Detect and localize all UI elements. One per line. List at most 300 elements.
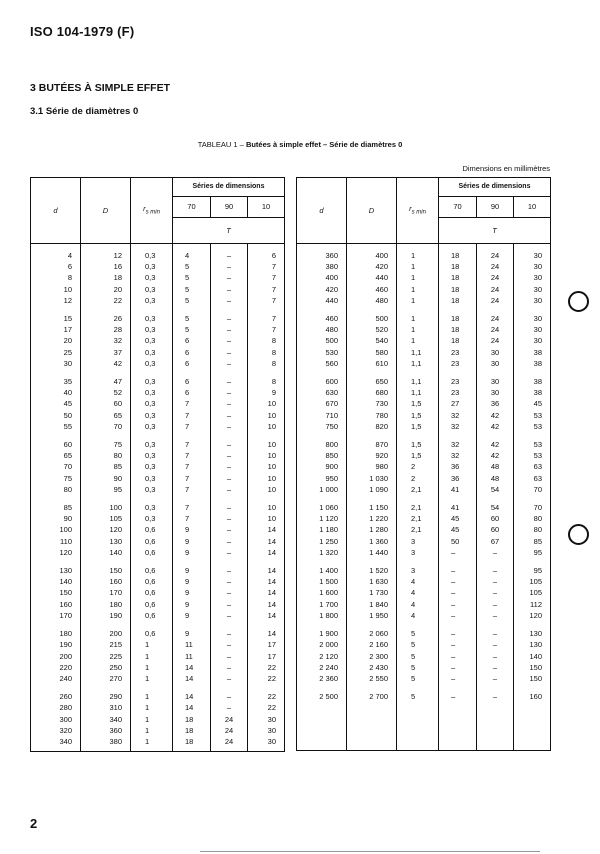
table-cell: 41 bbox=[439, 495, 477, 513]
table-cell: 38 bbox=[514, 387, 551, 398]
table-row bbox=[297, 358, 551, 369]
table-cell: 1,5 bbox=[397, 421, 439, 432]
table-cell: 18 bbox=[439, 335, 477, 346]
table-cell: 18 bbox=[439, 306, 477, 324]
table-cell: 0,3 bbox=[131, 306, 173, 324]
table-cell: 650 bbox=[347, 369, 397, 387]
table-cell: 14 bbox=[248, 621, 285, 639]
table-cell: 140 bbox=[31, 576, 81, 587]
table-cell: – bbox=[211, 513, 248, 524]
table-cell: 0,3 bbox=[131, 284, 173, 295]
table-cell: – bbox=[477, 599, 514, 610]
table-cell: 41 bbox=[439, 484, 477, 495]
table-cell: 26 bbox=[81, 306, 131, 324]
table-cell: 24 bbox=[211, 736, 248, 752]
table-cell: 7 bbox=[248, 284, 285, 295]
table-cell: 1 440 bbox=[347, 547, 397, 558]
table-cell: – bbox=[211, 421, 248, 432]
table-cell: 1 250 bbox=[297, 536, 347, 547]
table-cell: 150 bbox=[81, 558, 131, 576]
table-cell: 27 bbox=[439, 398, 477, 409]
table-row bbox=[31, 621, 285, 639]
table-cell: 10 bbox=[248, 461, 285, 472]
table-cell: 30 bbox=[248, 736, 285, 752]
table-row bbox=[297, 284, 551, 295]
table-row bbox=[297, 387, 551, 398]
table-cell: 1 bbox=[131, 651, 173, 662]
table-cell: 4 bbox=[397, 599, 439, 610]
table-cell: 50 bbox=[31, 410, 81, 421]
table-cell: 5 bbox=[173, 295, 211, 306]
table-cell: 2 bbox=[397, 461, 439, 472]
table-cell: 1 950 bbox=[347, 610, 397, 621]
table-cell: 30 bbox=[514, 306, 551, 324]
table-cell: 780 bbox=[347, 410, 397, 421]
table-cell: 130 bbox=[81, 536, 131, 547]
table-cell: 18 bbox=[439, 244, 477, 262]
table-cell: 20 bbox=[31, 335, 81, 346]
table-cell: 70 bbox=[31, 461, 81, 472]
table-cell: 30 bbox=[514, 244, 551, 262]
table-cell: 32 bbox=[439, 410, 477, 421]
table-row bbox=[297, 484, 551, 495]
table-cell: 0,6 bbox=[131, 621, 173, 639]
table-cell: – bbox=[439, 621, 477, 639]
table-cell: 6 bbox=[31, 261, 81, 272]
table-cell: 1 bbox=[131, 662, 173, 673]
table-cell: – bbox=[439, 662, 477, 673]
table-cell: – bbox=[211, 306, 248, 324]
table-cell: – bbox=[211, 398, 248, 409]
table-cell: 5 bbox=[173, 261, 211, 272]
table-cell: 14 bbox=[248, 599, 285, 610]
table-cell: 18 bbox=[439, 261, 477, 272]
table-row bbox=[297, 369, 551, 387]
table-row bbox=[31, 702, 285, 713]
table-cell: 42 bbox=[477, 450, 514, 461]
table-row bbox=[31, 473, 285, 484]
table-row bbox=[297, 432, 551, 450]
table-cell: 10 bbox=[248, 450, 285, 461]
table-cell: 8 bbox=[248, 347, 285, 358]
table-cell: 90 bbox=[81, 473, 131, 484]
table-cell: 1 bbox=[397, 284, 439, 295]
table-cell: 0,6 bbox=[131, 599, 173, 610]
table-cell: 6 bbox=[248, 244, 285, 262]
table-cell: 54 bbox=[477, 484, 514, 495]
table-cell: 1 bbox=[397, 335, 439, 346]
table-cell: 260 bbox=[31, 684, 81, 702]
table-cell: 5 bbox=[397, 673, 439, 684]
table-cell: – bbox=[439, 673, 477, 684]
table-cell: 3 bbox=[397, 536, 439, 547]
table-cell: 1 bbox=[397, 272, 439, 283]
table-cell: 0,6 bbox=[131, 558, 173, 576]
table-cell: – bbox=[211, 536, 248, 547]
series-90: 90 bbox=[211, 197, 248, 218]
table-cell: 380 bbox=[81, 736, 131, 752]
table-cell: 24 bbox=[477, 335, 514, 346]
table-cell: 1 000 bbox=[297, 484, 347, 495]
table-cell: 1 150 bbox=[347, 495, 397, 513]
table-cell: – bbox=[439, 558, 477, 576]
table-cell: 2 060 bbox=[347, 621, 397, 639]
table-cell: 1 180 bbox=[297, 524, 347, 535]
table-cell: – bbox=[211, 261, 248, 272]
table-row bbox=[31, 639, 285, 650]
table-cell: 18 bbox=[173, 714, 211, 725]
table-cell: 17 bbox=[248, 639, 285, 650]
table-cell: 520 bbox=[347, 324, 397, 335]
table-cell: 23 bbox=[439, 387, 477, 398]
table-row bbox=[31, 306, 285, 324]
table-row bbox=[31, 369, 285, 387]
table-cell: 112 bbox=[514, 599, 551, 610]
table-cell: 3 bbox=[397, 547, 439, 558]
table-row bbox=[31, 599, 285, 610]
table-row bbox=[31, 335, 285, 346]
table-cell: – bbox=[211, 450, 248, 461]
table-cell: 7 bbox=[248, 272, 285, 283]
table-cell: 870 bbox=[347, 432, 397, 450]
table-cell: – bbox=[211, 387, 248, 398]
table-cell: 0,3 bbox=[131, 244, 173, 262]
table-cell: 7 bbox=[248, 306, 285, 324]
table-cell: 440 bbox=[297, 295, 347, 306]
table-cell: 105 bbox=[514, 587, 551, 598]
table-row bbox=[31, 684, 285, 702]
table-row bbox=[297, 673, 551, 684]
table-cell: 12 bbox=[31, 295, 81, 306]
table-cell: 2,1 bbox=[397, 524, 439, 535]
table-cell: 240 bbox=[31, 673, 81, 684]
table-cell: 4 bbox=[397, 576, 439, 587]
table-cell: 70 bbox=[81, 421, 131, 432]
table-cell: 0,3 bbox=[131, 324, 173, 335]
table-cell: 38 bbox=[514, 369, 551, 387]
table-cell bbox=[347, 706, 397, 751]
table-cell: 42 bbox=[477, 410, 514, 421]
table-row bbox=[31, 410, 285, 421]
table-cell: 30 bbox=[514, 295, 551, 306]
table-cell: 30 bbox=[514, 261, 551, 272]
table-cell: 1,5 bbox=[397, 450, 439, 461]
table-row bbox=[31, 714, 285, 725]
table-cell: – bbox=[211, 495, 248, 513]
table-row bbox=[297, 335, 551, 346]
table-cell: 100 bbox=[31, 524, 81, 535]
table-cell: 1 bbox=[131, 639, 173, 650]
table-cell: 1,1 bbox=[397, 347, 439, 358]
table-cell: 250 bbox=[81, 662, 131, 673]
table-cell: 53 bbox=[514, 410, 551, 421]
table-cell: 24 bbox=[477, 324, 514, 335]
table-cell: 24 bbox=[477, 261, 514, 272]
table-left bbox=[30, 177, 285, 752]
table-cell: 1 bbox=[131, 673, 173, 684]
units-note: Dimensions en millimètres bbox=[462, 164, 550, 173]
table-cell: 1 bbox=[397, 244, 439, 262]
table-cell: 5 bbox=[173, 306, 211, 324]
table-cell: – bbox=[211, 558, 248, 576]
table-cell: 0,3 bbox=[131, 347, 173, 358]
table-cell: 2 430 bbox=[347, 662, 397, 673]
table-cell: 0,3 bbox=[131, 432, 173, 450]
table-cell: 11 bbox=[173, 651, 211, 662]
table-cell: 38 bbox=[514, 347, 551, 358]
table-cell: 540 bbox=[347, 335, 397, 346]
table-cell: 180 bbox=[31, 621, 81, 639]
table-cell: – bbox=[211, 473, 248, 484]
table-cell: 120 bbox=[81, 524, 131, 535]
table-cell: 1 bbox=[131, 702, 173, 713]
header-d: d bbox=[31, 178, 81, 244]
table-cell: 32 bbox=[439, 450, 477, 461]
table-cell: 150 bbox=[514, 662, 551, 673]
table-cell: 45 bbox=[439, 524, 477, 535]
table-row bbox=[297, 662, 551, 673]
table-cell: – bbox=[439, 547, 477, 558]
table-cell: 5 bbox=[397, 621, 439, 639]
table-cell: – bbox=[477, 610, 514, 621]
table-cell: 0,3 bbox=[131, 513, 173, 524]
table-row bbox=[297, 347, 551, 358]
table-cell: – bbox=[211, 547, 248, 558]
table-cell: 110 bbox=[31, 536, 81, 547]
table-cell: 53 bbox=[514, 421, 551, 432]
table-cell: 9 bbox=[173, 547, 211, 558]
header-D: D bbox=[347, 178, 397, 244]
table-cell: 14 bbox=[248, 536, 285, 547]
table-cell: – bbox=[211, 524, 248, 535]
table-cell: 0,3 bbox=[131, 484, 173, 495]
table-cell: 16 bbox=[81, 261, 131, 272]
table-cell: 10 bbox=[248, 484, 285, 495]
table-cell: 10 bbox=[248, 410, 285, 421]
table-row bbox=[31, 261, 285, 272]
table-cell: 32 bbox=[439, 421, 477, 432]
table-cell: 0,6 bbox=[131, 587, 173, 598]
table-cell: 80 bbox=[81, 450, 131, 461]
table-cell: 180 bbox=[81, 599, 131, 610]
table-row bbox=[31, 576, 285, 587]
rs-symbol: r bbox=[409, 203, 412, 213]
table-cell: 53 bbox=[514, 450, 551, 461]
table-cell: 500 bbox=[297, 335, 347, 346]
table-cell: 22 bbox=[248, 673, 285, 684]
table-right bbox=[296, 177, 551, 751]
table-row bbox=[31, 284, 285, 295]
series-header: Séries de dimensions bbox=[173, 178, 285, 197]
table-cell: 75 bbox=[81, 432, 131, 450]
table-cell: 38 bbox=[514, 358, 551, 369]
table-cell: 1,1 bbox=[397, 358, 439, 369]
table-cell: 60 bbox=[477, 524, 514, 535]
table-cell: 0,3 bbox=[131, 398, 173, 409]
table-cell: 65 bbox=[81, 410, 131, 421]
T-label: T bbox=[173, 218, 285, 244]
table-cell: 0,3 bbox=[131, 461, 173, 472]
caption-title: Butées à simple effet – Série de diamètres 0 bbox=[245, 140, 403, 149]
table-cell: 480 bbox=[347, 295, 397, 306]
table-cell: 52 bbox=[81, 387, 131, 398]
table-cell: 1 400 bbox=[297, 558, 347, 576]
table-cell: – bbox=[211, 662, 248, 673]
table-row bbox=[31, 450, 285, 461]
table-cell: – bbox=[439, 576, 477, 587]
table-cell: 630 bbox=[297, 387, 347, 398]
table-cell: 22 bbox=[248, 702, 285, 713]
table-cell: – bbox=[211, 335, 248, 346]
header-rs-min bbox=[397, 178, 439, 244]
table-cell: 80 bbox=[514, 513, 551, 524]
table-cell: 8 bbox=[248, 369, 285, 387]
table-row bbox=[297, 651, 551, 662]
table-row bbox=[297, 587, 551, 598]
table-row bbox=[31, 610, 285, 621]
table-cell: 30 bbox=[477, 358, 514, 369]
series-header: Séries de dimensions bbox=[439, 178, 551, 197]
table-cell: 7 bbox=[173, 421, 211, 432]
table-cell: 9 bbox=[173, 536, 211, 547]
table-cell: 480 bbox=[297, 324, 347, 335]
rs-subscript: s min bbox=[145, 209, 160, 216]
page-number: 2 bbox=[30, 816, 38, 831]
table-row bbox=[297, 599, 551, 610]
table-cell: 95 bbox=[81, 484, 131, 495]
table-cell: 1 bbox=[131, 725, 173, 736]
table-cell: 15 bbox=[31, 306, 81, 324]
table-cell: 30 bbox=[477, 369, 514, 387]
table-cell: 1 bbox=[397, 306, 439, 324]
table-row bbox=[31, 736, 285, 752]
table-cell: 9 bbox=[173, 558, 211, 576]
table-row bbox=[297, 410, 551, 421]
table-cell: – bbox=[211, 621, 248, 639]
table-cell: 75 bbox=[31, 473, 81, 484]
table-cell: 7 bbox=[173, 432, 211, 450]
table-cell: – bbox=[439, 651, 477, 662]
table-cell: 0,3 bbox=[131, 495, 173, 513]
table-cell: 7 bbox=[173, 473, 211, 484]
table-cell: 2 500 bbox=[297, 684, 347, 706]
table-row bbox=[297, 398, 551, 409]
table-row bbox=[31, 272, 285, 283]
table-row bbox=[297, 684, 551, 706]
table-cell: – bbox=[477, 547, 514, 558]
table-cell: 5 bbox=[397, 662, 439, 673]
table-cell: 6 bbox=[173, 358, 211, 369]
table-row bbox=[297, 473, 551, 484]
table-cell: 17 bbox=[31, 324, 81, 335]
table-row bbox=[31, 513, 285, 524]
table-cell: 1,1 bbox=[397, 387, 439, 398]
table-row bbox=[297, 513, 551, 524]
table-cell: 80 bbox=[31, 484, 81, 495]
table-cell: 25 bbox=[31, 347, 81, 358]
table-cell: 23 bbox=[439, 358, 477, 369]
table-cell: – bbox=[211, 587, 248, 598]
table-cell: 14 bbox=[248, 576, 285, 587]
table-cell: 820 bbox=[347, 421, 397, 432]
table-cell: 0,3 bbox=[131, 369, 173, 387]
table-cell: 7 bbox=[248, 324, 285, 335]
table-cell: 0,3 bbox=[131, 295, 173, 306]
table-row bbox=[31, 495, 285, 513]
table-cell: 400 bbox=[347, 244, 397, 262]
table-cell: 7 bbox=[248, 295, 285, 306]
table-cell: 18 bbox=[173, 725, 211, 736]
table-row bbox=[297, 536, 551, 547]
table-cell: 70 bbox=[514, 484, 551, 495]
table-cell: 1 800 bbox=[297, 610, 347, 621]
table-cell: 48 bbox=[477, 473, 514, 484]
table-cell: – bbox=[211, 651, 248, 662]
table-cell: 47 bbox=[81, 369, 131, 387]
table-cell: 8 bbox=[31, 272, 81, 283]
table-cell: 2,1 bbox=[397, 484, 439, 495]
table-cell: 10 bbox=[248, 432, 285, 450]
table-cell: 560 bbox=[297, 358, 347, 369]
table-cell: – bbox=[477, 651, 514, 662]
table-cell: – bbox=[477, 684, 514, 706]
table-cell: 1 520 bbox=[347, 558, 397, 576]
table-cell: 18 bbox=[173, 736, 211, 752]
table-cell: 10 bbox=[248, 495, 285, 513]
table-cell: 420 bbox=[347, 261, 397, 272]
table-cell: 2 160 bbox=[347, 639, 397, 650]
table-cell: 130 bbox=[514, 621, 551, 639]
table-filler-row bbox=[297, 706, 551, 751]
table-row bbox=[297, 495, 551, 513]
table-row bbox=[31, 358, 285, 369]
table-cell: 11 bbox=[173, 639, 211, 650]
table-cell: – bbox=[211, 369, 248, 387]
table-cell: 220 bbox=[31, 662, 81, 673]
table-cell: 140 bbox=[81, 547, 131, 558]
table-cell: 42 bbox=[81, 358, 131, 369]
table-cell: 30 bbox=[514, 335, 551, 346]
table-cell: 850 bbox=[297, 450, 347, 461]
table-cell: 0,6 bbox=[131, 536, 173, 547]
table-cell: – bbox=[211, 410, 248, 421]
table-cell: 60 bbox=[31, 432, 81, 450]
table-cell: – bbox=[211, 284, 248, 295]
table-cell: 1 280 bbox=[347, 524, 397, 535]
subsection-title: 3.1 Série de diamètres 0 bbox=[30, 106, 139, 117]
table-cell: 170 bbox=[81, 587, 131, 598]
table-cell: 14 bbox=[173, 673, 211, 684]
table-cell: 160 bbox=[81, 576, 131, 587]
table-cell: 70 bbox=[514, 495, 551, 513]
table-cell: 5 bbox=[173, 272, 211, 283]
bottom-rule bbox=[200, 851, 540, 852]
table-row bbox=[31, 587, 285, 598]
header-D: D bbox=[81, 178, 131, 244]
table-cell: – bbox=[211, 295, 248, 306]
table-cell: 32 bbox=[439, 432, 477, 450]
table-cell: 9 bbox=[173, 524, 211, 535]
table-cell: 580 bbox=[347, 347, 397, 358]
table-cell: 30 bbox=[248, 714, 285, 725]
table-cell: 7 bbox=[173, 398, 211, 409]
table-cell: 1 030 bbox=[347, 473, 397, 484]
table-cell: 190 bbox=[31, 639, 81, 650]
table-cell: 60 bbox=[477, 513, 514, 524]
table-row bbox=[297, 450, 551, 461]
table-cell: 30 bbox=[477, 387, 514, 398]
table-cell: 170 bbox=[31, 610, 81, 621]
